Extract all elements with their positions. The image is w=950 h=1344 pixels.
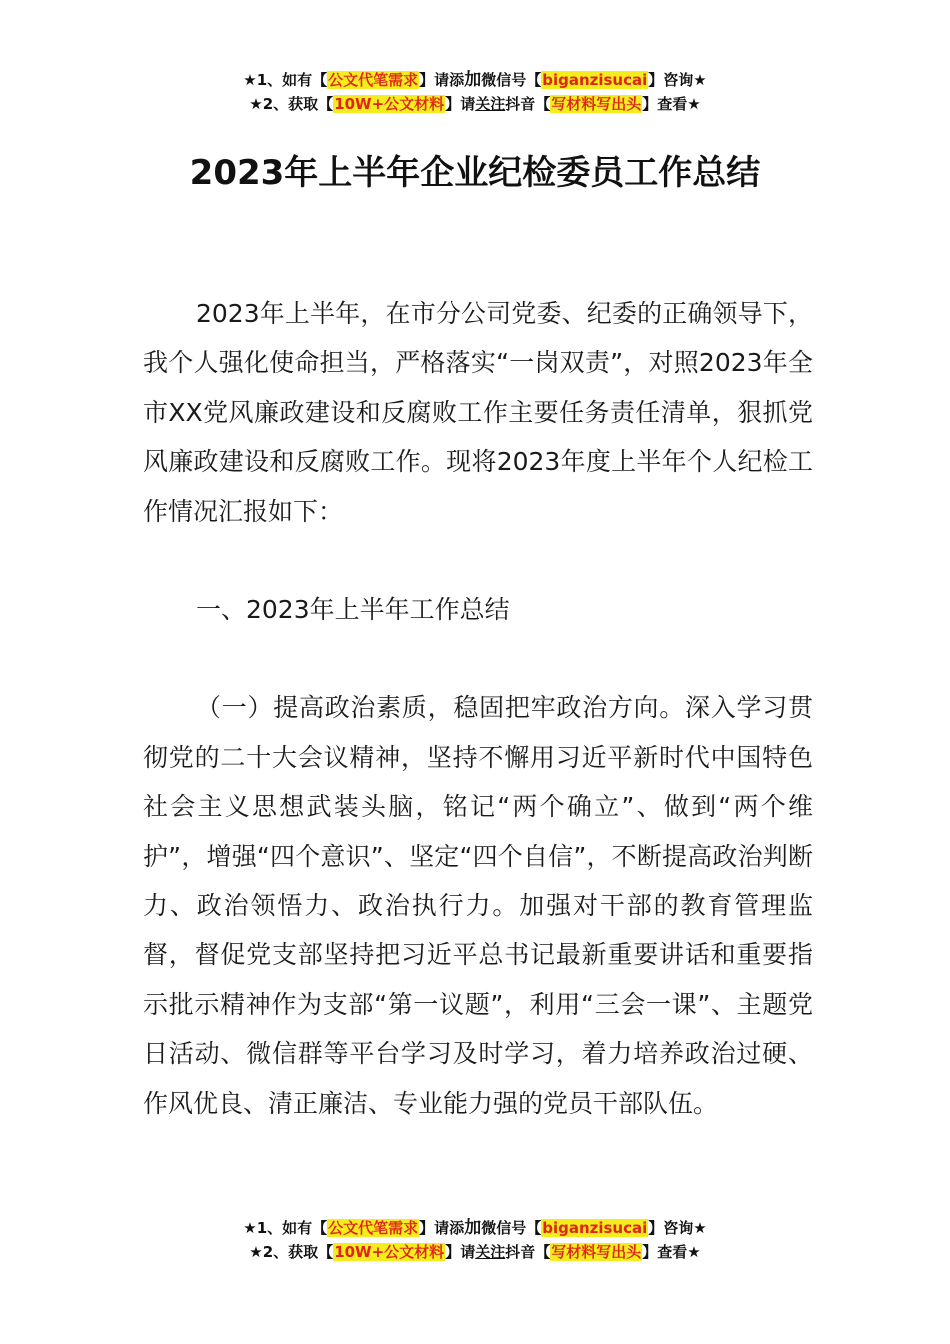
promo-highlight: 10W+公文材料 bbox=[334, 1243, 445, 1261]
promo-wechat-id: biganzisucai bbox=[542, 71, 648, 89]
document-body bbox=[143, 289, 813, 1128]
section-heading-1: 一、2023年上半年工作总结 bbox=[196, 595, 510, 625]
promo-line-2: ★2、获取【10W+公文材料】请关注抖音【写材料写出头】查看★ bbox=[249, 95, 701, 113]
promo-douyin-id: 写材料写出头 bbox=[551, 1243, 642, 1261]
promo-banner-bottom bbox=[0, 1216, 950, 1264]
promo-banner-top bbox=[0, 68, 950, 116]
promo-wechat-id: biganzisucai bbox=[542, 1219, 648, 1237]
promo-line-1: ★1、如有【公文代笔需求】请添加微信号【biganzisucai】咨询★ bbox=[243, 1218, 707, 1238]
promo-line-1: ★1、如有【公文代笔需求】请添加微信号【biganzisucai】咨询★ bbox=[243, 70, 707, 90]
body-paragraph-intro: 2023年上半年，在市分公司党委、纪委的正确领导下，我个人强化使命担当，严格落实“一岗双责”，对照2023年全市XX党风廉政建设和反腐败工作主要任务责任清单，狠抓党风廉政建设和反腐败工作。现将2023年度上半年个人纪检工作情况汇报如下： bbox=[143, 299, 813, 526]
promo-line-2: ★2、获取【10W+公文材料】请关注抖音【写材料写出头】查看★ bbox=[249, 1243, 701, 1261]
body-paragraph-1: （一）提高政治素质，稳固把牢政治方向。深入学习贯彻党的二十大会议精神，坚持不懈用习近平新时代中国特色社会主义思想武装头脑，铭记“两个确立”、做到“两个维护”，增强“四个意识”、坚定“四个自信”，不断提高政治判断力、政治领悟力、政治执行力。加强对干部的教育管理监督，督促党支部坚持把习近平总书记最新重要讲话和重要指示批示精神作为支部“第一议题”，利用“三会一课”、主题党日活动、微信群等平台学习及时学习，着力培养政治过硬、作风优良、清正廉洁、专业能力强的党员干部队伍。 bbox=[143, 693, 813, 1118]
promo-highlight: 10W+公文材料 bbox=[334, 95, 445, 113]
promo-highlight: 公文代笔需求 bbox=[328, 1219, 419, 1237]
document-title: 2023年上半年企业纪检委员工作总结 bbox=[189, 153, 761, 193]
promo-highlight: 公文代笔需求 bbox=[328, 71, 419, 89]
promo-douyin-id: 写材料写出头 bbox=[551, 95, 642, 113]
